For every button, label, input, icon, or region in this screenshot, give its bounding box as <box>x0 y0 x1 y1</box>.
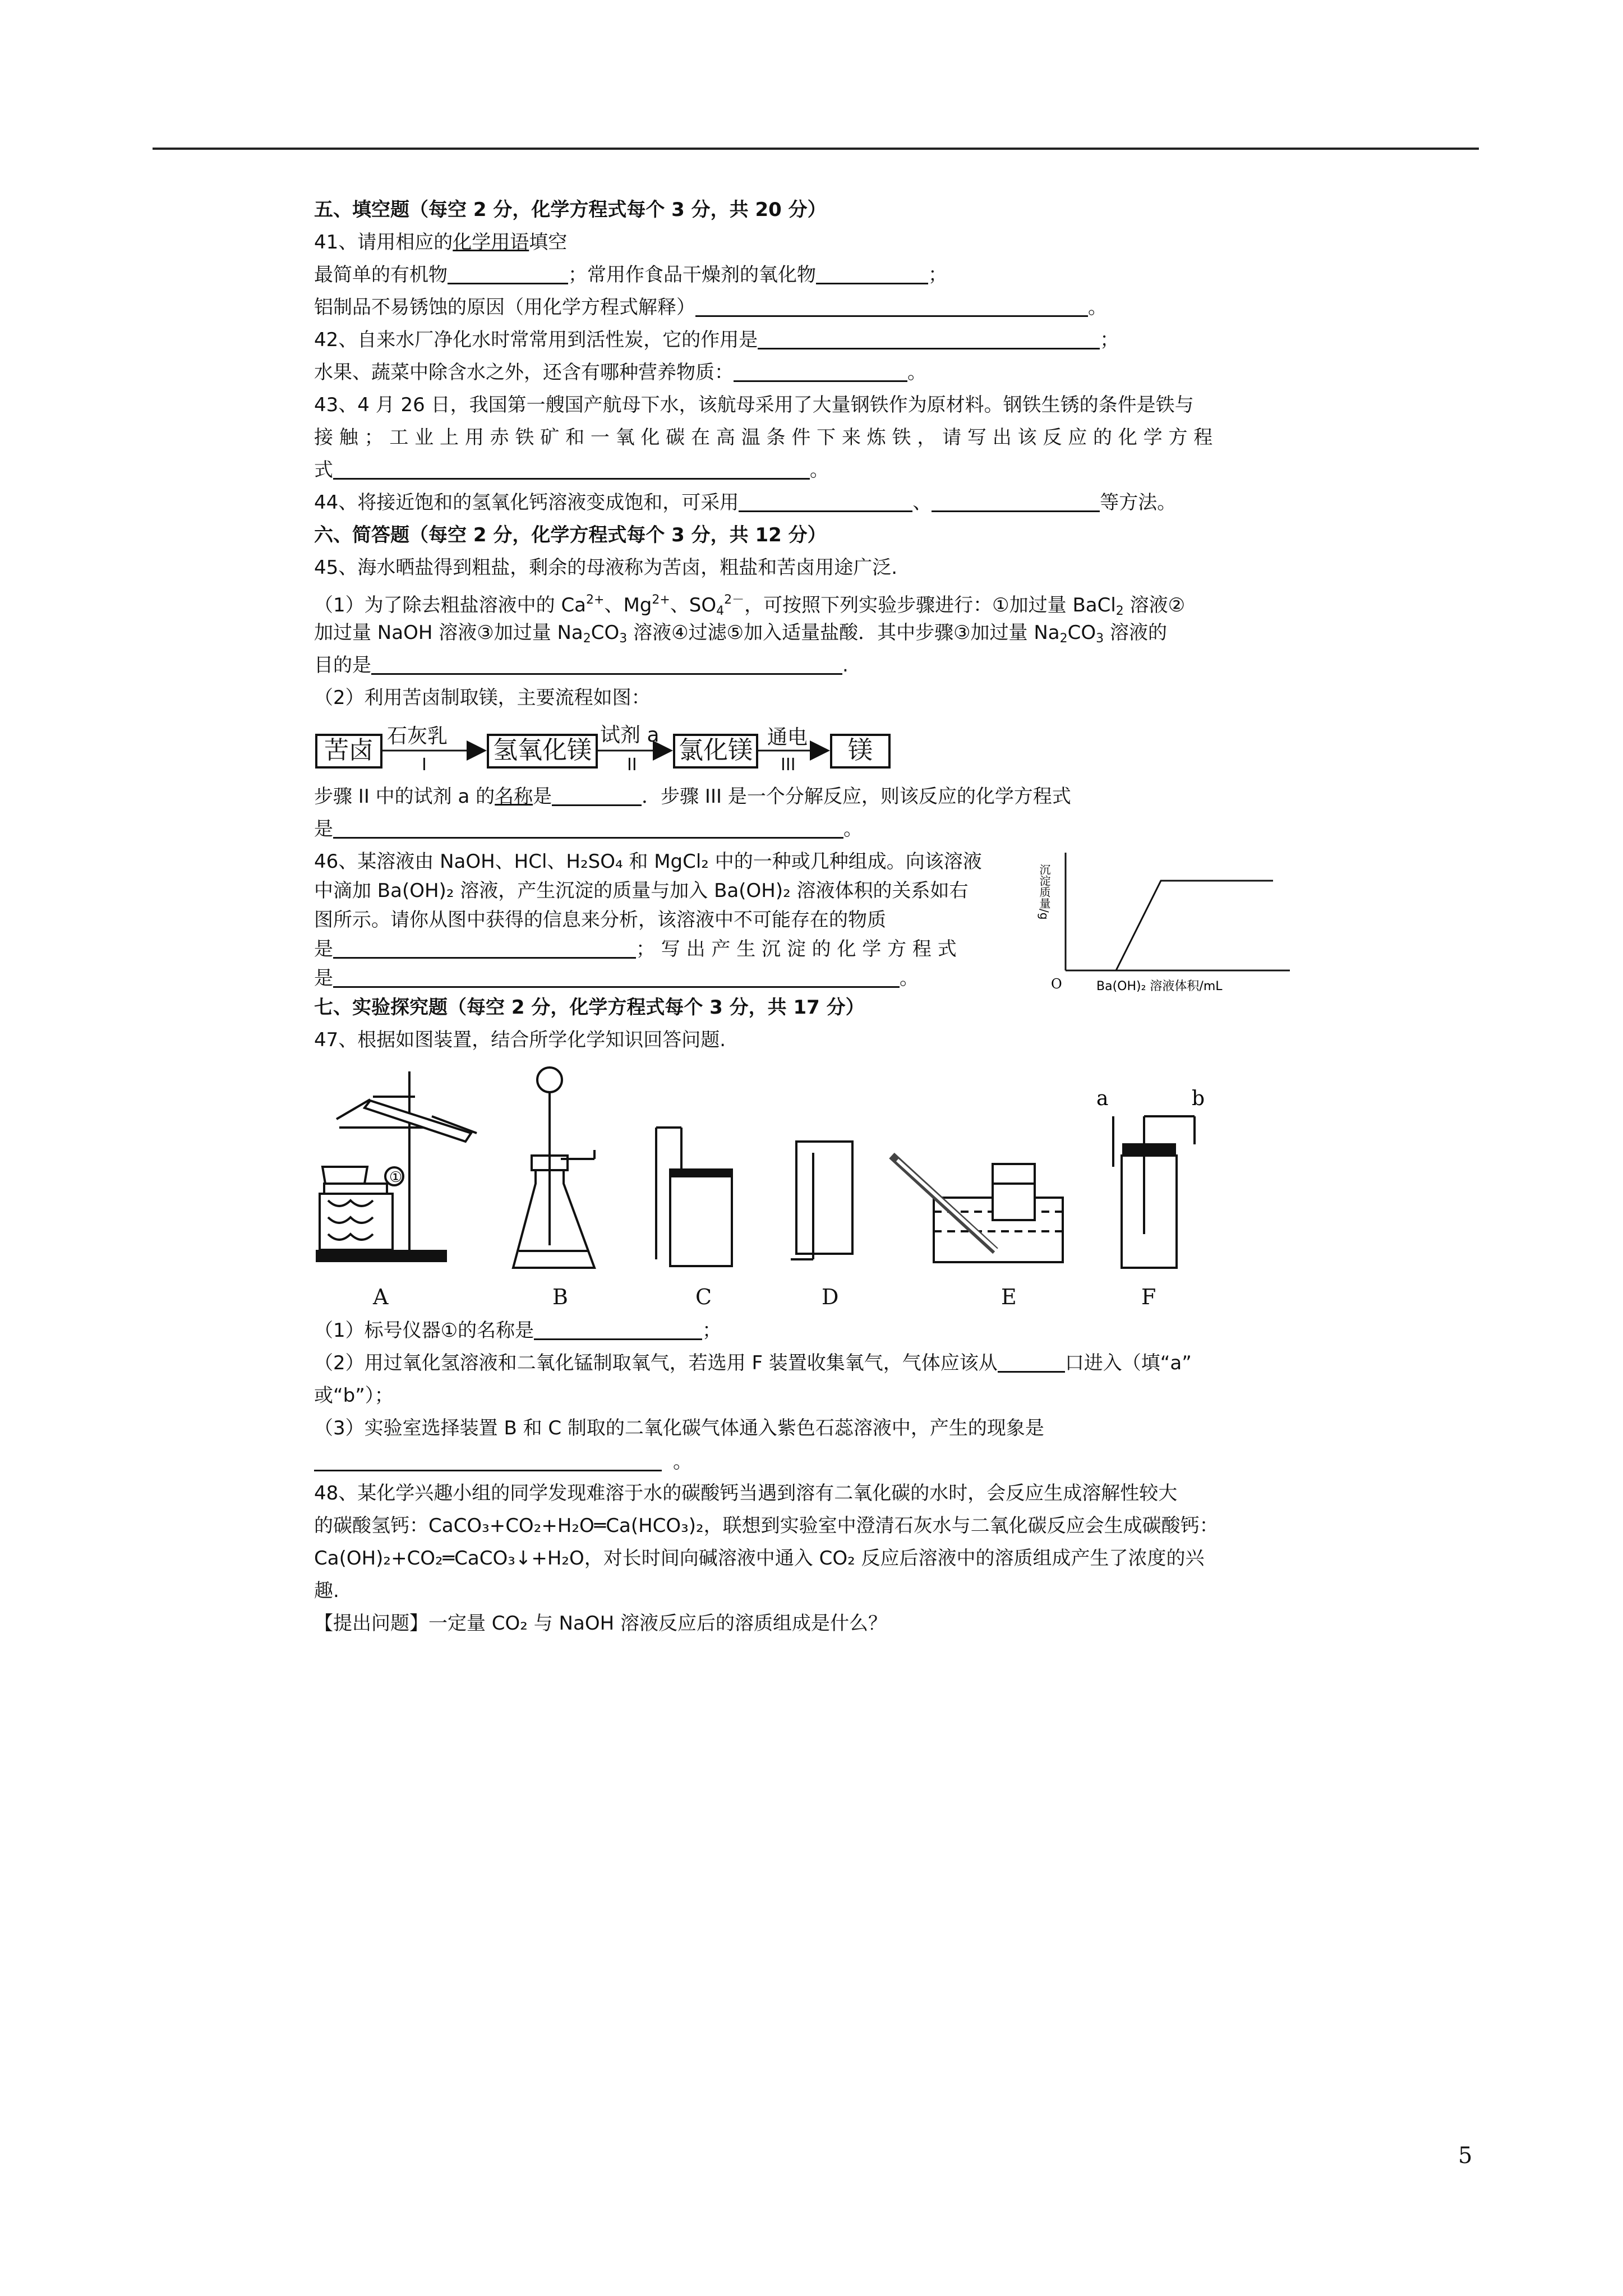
q45-part1-line2: 加过量 NaOH 溶液③加过量 $Na_2CO_3$ 溶液④过滤⑤加入适量盐酸．其中步骤③加过量 $Na_2CO_3$ 溶液的 <box>314 622 1167 646</box>
answer-blank[interactable] <box>998 1352 1065 1373</box>
flow-box-magnesium: 镁 <box>830 734 891 769</box>
section-5-heading: 五、填空题（每空 2 分，化学方程式每个 3 分，共 20 分） <box>314 199 827 221</box>
q48-line1: 48、某化学兴趣小组的同学发现难溶于水的碳酸钙当遇到溶有二氧化碳的水时，会反应生成溶解性较大 <box>314 1482 1178 1504</box>
apparatus-label-e: E <box>1001 1285 1017 1309</box>
flow-step-2: II <box>627 755 637 775</box>
q46-line5: 是 。 <box>314 967 919 990</box>
q44-line: 44、将接近饱和的氢氧化钙溶液变成饱和，可采用 、 等方法。 <box>314 491 1177 514</box>
answer-blank[interactable] <box>534 1319 702 1340</box>
q45-intro: 45、海水晒盐得到粗盐，剩余的母液称为苦卤，粗盐和苦卤用途广泛. <box>314 556 898 579</box>
q41-title: 41、请用相应的化学用语填空 <box>314 231 568 254</box>
q46-line4: 是 ； 写 出 产 生 沉 淀 的 化 学 方 程 式 <box>314 938 957 960</box>
apparatus-label-c: C <box>695 1285 712 1309</box>
q48-line2: 的碳酸氢钙：CaCO₃+CO₂+H₂O═Ca(HCO₃)₂，联想到实验室中澄清石灰水与二氧化碳反应会生成碳酸钙： <box>314 1515 1219 1537</box>
apparatus-b <box>513 1068 594 1268</box>
port-b-label: b <box>1192 1087 1205 1110</box>
flow-step-3: III <box>781 755 796 775</box>
graph-x-label: Ba(OH)₂ 溶液体积/mL <box>1096 979 1223 993</box>
apparatus-label-f: F <box>1141 1285 1156 1309</box>
section-6-heading: 六、简答题（每空 2 分，化学方程式每个 3 分，共 12 分） <box>314 524 827 546</box>
q45-part1-line3: 目的是 . <box>314 654 849 677</box>
circled-one-label: ① <box>389 1169 403 1186</box>
q48-line4: 趣. <box>314 1580 339 1602</box>
flow-label-electrolysis: 通电 <box>767 726 808 749</box>
q47-part2: （2）用过氧化氢溶液和二氧化锰制取氧气，若选用 F 装置收集氧气，气体应该从 口进入（填“a” <box>314 1352 1192 1374</box>
q47-intro: 47、根据如图装置，结合所学化学知识回答问题. <box>314 1029 726 1051</box>
graph-y-label: 沉淀质量/g <box>1038 864 1051 920</box>
apparatus-label-d: D <box>822 1285 839 1309</box>
apparatus-label-b: B <box>552 1285 568 1309</box>
page-number: 5 <box>1458 2143 1473 2169</box>
flow-label-lime-milk: 石灰乳 <box>387 725 448 748</box>
graph-origin: O <box>1051 976 1062 992</box>
apparatus-d <box>791 1142 852 1259</box>
apparatus-c <box>656 1128 732 1266</box>
section-7-heading: 七、实验探究题（每空 2 分，化学方程式每个 3 分，共 17 分） <box>314 996 865 1019</box>
apparatus-f <box>1113 1116 1195 1268</box>
apparatus-e <box>892 1156 1063 1262</box>
q46-line1: 46、某溶液由 NaOH、HCl、H₂SO₄ 和 MgCl₂ 中的一种或几种组成。向该溶液 <box>314 850 982 873</box>
flow-box-bittern: 苦卤 <box>315 734 382 769</box>
q46-line3: 图所示。请你从图中获得的信息来分析，该溶液中不可能存在的物质 <box>314 909 886 931</box>
q47-part3: （3）实验室选择装置 B 和 C 制取的二氧化碳气体通入紫色石蕊溶液中，产生的现象是 <box>314 1417 1044 1439</box>
q48-line3: Ca(OH)₂+CO₂═CaCO₃↓+H₂O，对长时间向碱溶液中通入 CO₂ 反应后溶液中的溶质组成产生了浓度的兴 <box>314 1547 1205 1570</box>
apparatus-a <box>317 1071 477 1261</box>
q45-part2-line1: 步骤 II 中的试剂 a 的名称是 ．步骤 III 是一个分解反应，则该反应的化学方程式 <box>314 785 1071 808</box>
q48-question: 【提出问题】一定量 CO₂ 与 NaOH 溶液反应后的溶质组成是什么？ <box>314 1612 887 1635</box>
port-a-label: a <box>1096 1087 1109 1110</box>
flow-step-1: I <box>422 755 427 775</box>
q45-part2-intro: （2）利用苦卤制取镁，主要流程如图： <box>314 687 651 709</box>
flow-box-mg-hydroxide: 氢氧化镁 <box>487 734 598 769</box>
q45-part2-line2: 是 。 <box>314 818 863 840</box>
q46-line2: 中滴加 Ba(OH)₂ 溶液，产生沉淀的质量与加入 Ba(OH)₂ 溶液体积的关系如右 <box>314 880 969 902</box>
q41-line1: 最简单的有机物 ；常用作食品干燥剂的氧化物 ； <box>314 264 947 286</box>
q47-part3-answer: 。 <box>314 1450 692 1474</box>
q42-line2: 水果、蔬菜中除含水之外，还含有哪种营养物质： 。 <box>314 361 926 384</box>
q43-line2: 接 触 ； 工 业 上 用 赤 铁 矿 和 一 氧 化 碳 在 高 温 条 件 下 来 炼 铁 ， 请 写 出 该 反 应 的 化 学 方 程 <box>314 426 1213 449</box>
q42-line1: 42、自来水厂净化水时常常用到活性炭，它的作用是 ； <box>314 329 1119 351</box>
flow-label-reagent-a: 试剂 a <box>600 724 660 747</box>
answer-blank[interactable] <box>314 1451 662 1471</box>
apparatus-label-a: A <box>373 1285 389 1309</box>
q45-part1-line1: （1）为了除去粗盐溶液中的 $Ca^{2+}$、$Mg^{2+}$、$SO_4^{2-}$，可按照下列实验步骤进行：①加过量 BaCl$_2$ 溶液② <box>314 593 1186 618</box>
flow-box-mg-chloride: 氯化镁 <box>673 734 758 769</box>
q47-part2-cont: 或“b”）； <box>314 1384 394 1407</box>
q43-line1: 43、4 月 26 日，我国第一艘国产航母下水，该航母采用了大量钢铁作为原材料。钢铁生锈的条件是铁与 <box>314 394 1194 416</box>
q41-line2: 铝制品不易锈蚀的原因（用化学方程式解释） 。 <box>314 296 1107 319</box>
q47-part1: （1）标号仪器①的名称是 ； <box>314 1319 722 1342</box>
q43-line3: 式 。 <box>314 459 829 481</box>
